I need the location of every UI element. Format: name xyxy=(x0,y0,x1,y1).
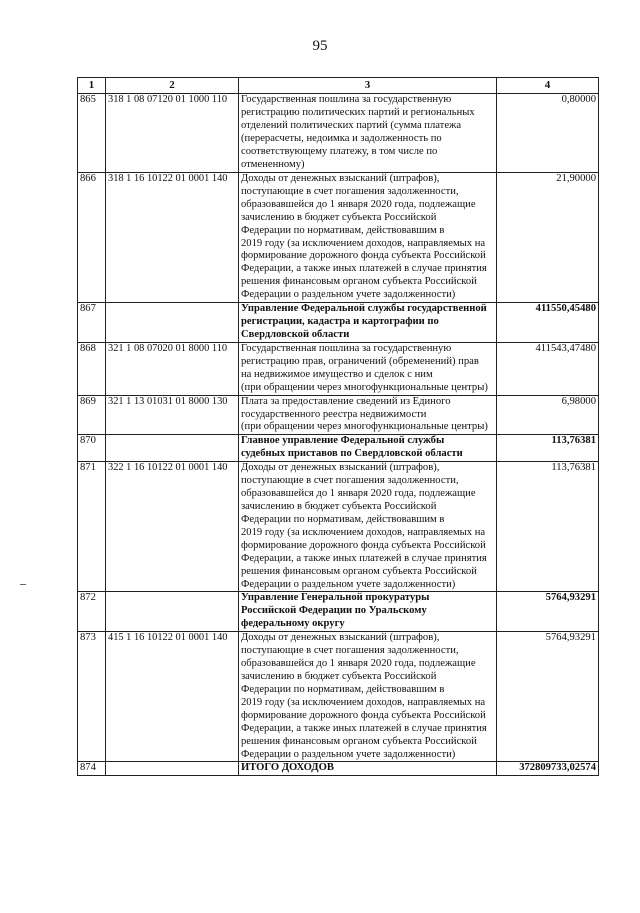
total-label: ИТОГО ДОХОДОВ xyxy=(239,762,497,776)
classification-code xyxy=(106,762,239,776)
classification-code: 415 1 16 10122 01 0001 140 xyxy=(106,632,239,762)
revenue-amount: 113,76381 xyxy=(497,462,599,592)
classification-code: 321 1 13 01031 01 8000 130 xyxy=(106,395,239,435)
revenue-description: Доходы от денежных взысканий (штрафов), поступающие в счет погашения задолженности, образовавшейся до 1 января 2020 года, подлежащие зачислению в бюджет субъекта Российской Федерации по нормативам, действовавшим в 2019 году (за исключением доходов, направляемых на формирование дорожного фонда субъекта Российской Федерации, а также иных платежей в случае принятия решения финансовым органом субъекта Российской Федерации о раздельном учете задолженности) xyxy=(239,172,497,302)
row-number: 869 xyxy=(78,395,106,435)
table-row xyxy=(78,172,599,302)
revenue-description: Доходы от денежных взысканий (штрафов), поступающие в счет погашения задолженности, образовавшейся до 1 января 2020 года, подлежащие зачислению в бюджет субъекта Российской Федерации по нормативам, действовавшим в 2019 году (за исключением доходов, направляемых на формирование дорожного фонда субъекта Российской Федерации, а также иных платежей в случае принятия решения финансовым органом субъекта Российской Федерации о раздельном учете задолженности) xyxy=(239,632,497,762)
revenue-table xyxy=(77,77,599,776)
row-number: 867 xyxy=(78,303,106,343)
column-header: 4 xyxy=(497,78,599,94)
table-row-administrator xyxy=(78,435,599,462)
table-row-total xyxy=(78,762,599,776)
row-number: 866 xyxy=(78,172,106,302)
margin-mark xyxy=(20,584,26,585)
row-number: 872 xyxy=(78,592,106,632)
administrator-total: 411550,45480 xyxy=(497,303,599,343)
revenue-amount: 5764,93291 xyxy=(497,632,599,762)
classification-code xyxy=(106,592,239,632)
column-header: 3 xyxy=(239,78,497,94)
table-row-administrator xyxy=(78,303,599,343)
classification-code: 318 1 16 10122 01 0001 140 xyxy=(106,172,239,302)
page-number: 95 xyxy=(312,38,328,54)
row-number: 874 xyxy=(78,762,106,776)
classification-code: 322 1 16 10122 01 0001 140 xyxy=(106,462,239,592)
revenue-description: Государственная пошлина за государственную регистрацию политических партий и региональных отделений политических партий (сумма платежа (перерасчеты, недоимка и задолженность по соответствующему платежу, в том числе по отмененному) xyxy=(239,94,497,173)
administrator-total: 113,76381 xyxy=(497,435,599,462)
table-row xyxy=(78,462,599,592)
table-row xyxy=(78,632,599,762)
revenue-description: Плата за предоставление сведений из Единого государственного реестра недвижимости (при обращении через многофункциональные центры) xyxy=(239,395,497,435)
table-row xyxy=(78,342,599,395)
table-row xyxy=(78,395,599,435)
column-header: 1 xyxy=(78,78,106,94)
revenue-amount: 411543,47480 xyxy=(497,342,599,395)
administrator-name: Управление Федеральной службы государственной регистрации, кадастра и картографии по Свердловской области xyxy=(239,303,497,343)
total-amount: 372809733,02574 xyxy=(497,762,599,776)
table-row-administrator xyxy=(78,592,599,632)
row-number: 873 xyxy=(78,632,106,762)
administrator-name: Управление Генеральной прокуратуры Российской Федерации по Уральскому федеральному округу xyxy=(239,592,497,632)
revenue-amount: 21,90000 xyxy=(497,172,599,302)
table-row xyxy=(78,94,599,173)
classification-code xyxy=(106,435,239,462)
row-number: 870 xyxy=(78,435,106,462)
column-header: 2 xyxy=(106,78,239,94)
row-number: 871 xyxy=(78,462,106,592)
table-header-row xyxy=(78,78,599,94)
revenue-amount: 6,98000 xyxy=(497,395,599,435)
classification-code xyxy=(106,303,239,343)
classification-code: 318 1 08 07120 01 1000 110 xyxy=(106,94,239,173)
row-number: 868 xyxy=(78,342,106,395)
revenue-amount: 0,80000 xyxy=(497,94,599,173)
administrator-name: Главное управление Федеральной службы судебных приставов по Свердловской области xyxy=(239,435,497,462)
administrator-total: 5764,93291 xyxy=(497,592,599,632)
revenue-description: Доходы от денежных взысканий (штрафов), поступающие в счет погашения задолженности, образовавшейся до 1 января 2020 года, подлежащие зачислению в бюджет субъекта Российской Федерации по нормативам, действовавшим в 2019 году (за исключением доходов, направляемых на формирование дорожного фонда субъекта Российской Федерации, а также иных платежей в случае принятия решения финансовым органом субъекта Российской Федерации о раздельном учете задолженности) xyxy=(239,462,497,592)
row-number: 865 xyxy=(78,94,106,173)
classification-code: 321 1 08 07020 01 8000 110 xyxy=(106,342,239,395)
revenue-description: Государственная пошлина за государственную регистрацию прав, ограничений (обременений) прав на недвижимое имущество и сделок с ним (при обращении через многофункциональные центры) xyxy=(239,342,497,395)
